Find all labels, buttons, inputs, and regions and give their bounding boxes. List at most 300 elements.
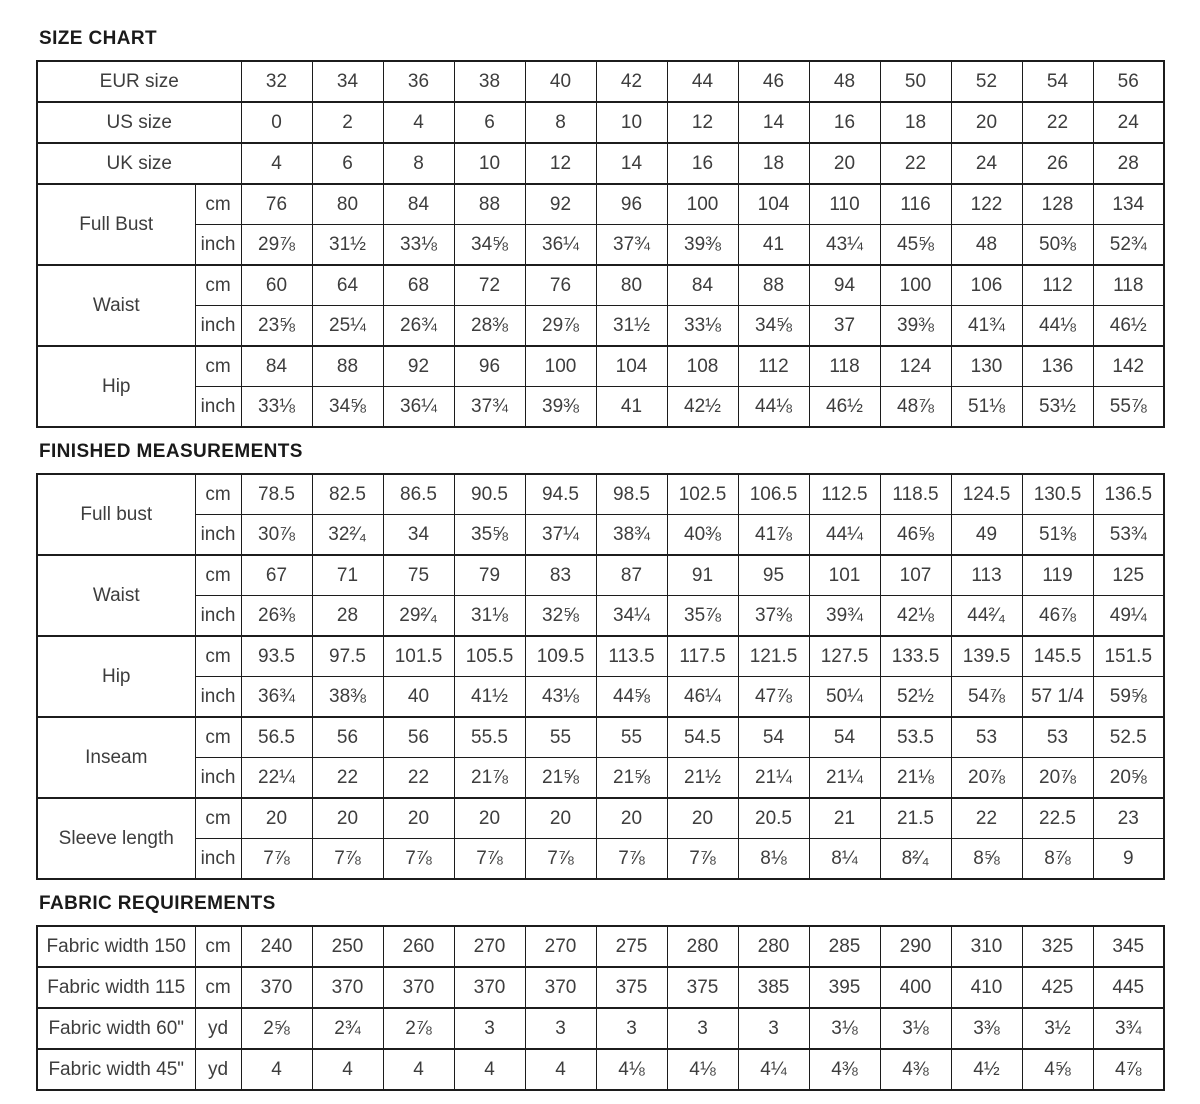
value-cell: 7⅞: [312, 839, 383, 880]
value-cell: 112: [1022, 265, 1093, 306]
value-cell: 104: [738, 184, 809, 225]
value-cell: 410: [951, 967, 1022, 1008]
value-cell: 102.5: [667, 474, 738, 515]
value-cell: 20: [454, 798, 525, 839]
value-cell: 87: [596, 555, 667, 596]
value-cell: 31½: [312, 225, 383, 266]
value-cell: 275: [596, 926, 667, 967]
value-cell: 90.5: [454, 474, 525, 515]
value-cell: 75: [383, 555, 454, 596]
value-cell: 22: [383, 758, 454, 799]
value-cell: 24: [1093, 102, 1164, 143]
table-row: [37, 346, 1164, 387]
table-row: [37, 61, 1164, 102]
value-cell: 82.5: [312, 474, 383, 515]
fabric-requirements-section: [36, 893, 1165, 1091]
value-cell: 54: [1022, 61, 1093, 102]
value-cell: 45⅝: [880, 225, 951, 266]
value-cell: 21.5: [880, 798, 951, 839]
value-cell: 106: [951, 265, 1022, 306]
value-cell: 18: [880, 102, 951, 143]
row-label-cell: Fabric width 60": [37, 1008, 195, 1049]
value-cell: 3¾: [1093, 1008, 1164, 1049]
value-cell: 26¾: [383, 306, 454, 347]
value-cell: 56: [383, 717, 454, 758]
value-cell: 21½: [667, 758, 738, 799]
value-cell: 46⅞: [1022, 596, 1093, 637]
value-cell: 20: [667, 798, 738, 839]
value-cell: 55⅞: [1093, 387, 1164, 428]
value-cell: 88: [312, 346, 383, 387]
value-cell: 53½: [1022, 387, 1093, 428]
unit-cell: inch: [195, 596, 241, 637]
value-cell: 118: [809, 346, 880, 387]
value-cell: 12: [525, 143, 596, 184]
row-label-cell: EUR size: [37, 61, 241, 102]
value-cell: 8: [525, 102, 596, 143]
row-label-cell: Full bust: [37, 474, 195, 555]
value-cell: 34⅝: [738, 306, 809, 347]
value-cell: 3: [525, 1008, 596, 1049]
value-cell: 91: [667, 555, 738, 596]
unit-cell: inch: [195, 387, 241, 428]
value-cell: 52½: [880, 677, 951, 718]
value-cell: 127.5: [809, 636, 880, 677]
value-cell: 110: [809, 184, 880, 225]
value-cell: 55: [596, 717, 667, 758]
value-cell: 119: [1022, 555, 1093, 596]
value-cell: 4⅜: [880, 1049, 951, 1090]
table-row: [37, 839, 1164, 880]
value-cell: 31⅛: [454, 596, 525, 637]
value-cell: 370: [383, 967, 454, 1008]
value-cell: 54: [809, 717, 880, 758]
value-cell: 370: [525, 967, 596, 1008]
value-cell: 101.5: [383, 636, 454, 677]
value-cell: 34¼: [596, 596, 667, 637]
value-cell: 56: [312, 717, 383, 758]
value-cell: 6: [312, 143, 383, 184]
size-chart-section: [36, 28, 1165, 428]
value-cell: 43⅛: [525, 677, 596, 718]
value-cell: 385: [738, 967, 809, 1008]
value-cell: 2: [312, 102, 383, 143]
row-label-cell: Fabric width 115: [37, 967, 195, 1008]
fabric-requirements-table-body: [37, 926, 1164, 1090]
value-cell: 24: [951, 143, 1022, 184]
value-cell: 40: [525, 61, 596, 102]
value-cell: 52.5: [1093, 717, 1164, 758]
value-cell: 2⅞: [383, 1008, 454, 1049]
value-cell: 26: [1022, 143, 1093, 184]
value-cell: 375: [596, 967, 667, 1008]
unit-cell: yd: [195, 1008, 241, 1049]
value-cell: 7⅞: [525, 839, 596, 880]
value-cell: 50⅜: [1022, 225, 1093, 266]
value-cell: 86.5: [383, 474, 454, 515]
table-row: [37, 926, 1164, 967]
value-cell: 84: [241, 346, 312, 387]
value-cell: 7⅞: [667, 839, 738, 880]
table-row: [37, 555, 1164, 596]
value-cell: 139.5: [951, 636, 1022, 677]
table-row: [37, 102, 1164, 143]
value-cell: 280: [667, 926, 738, 967]
value-cell: 52: [951, 61, 1022, 102]
value-cell: 36: [383, 61, 454, 102]
row-label-cell: Waist: [37, 555, 195, 636]
value-cell: 92: [525, 184, 596, 225]
value-cell: 4: [241, 1049, 312, 1090]
value-cell: 4⅜: [809, 1049, 880, 1090]
value-cell: 51⅛: [951, 387, 1022, 428]
value-cell: 21⅞: [454, 758, 525, 799]
value-cell: 117.5: [667, 636, 738, 677]
value-cell: 64: [312, 265, 383, 306]
value-cell: 18: [738, 143, 809, 184]
value-cell: 76: [241, 184, 312, 225]
value-cell: 41⅞: [738, 515, 809, 556]
value-cell: 71: [312, 555, 383, 596]
value-cell: 50¼: [809, 677, 880, 718]
table-row: [37, 677, 1164, 718]
row-label-cell: US size: [37, 102, 241, 143]
finished-measurements-table: [36, 473, 1165, 880]
value-cell: 38: [454, 61, 525, 102]
value-cell: 4: [454, 1049, 525, 1090]
value-cell: 370: [312, 967, 383, 1008]
table-row: [37, 143, 1164, 184]
value-cell: 136: [1022, 346, 1093, 387]
table-row: [37, 596, 1164, 637]
value-cell: 400: [880, 967, 951, 1008]
value-cell: 106.5: [738, 474, 809, 515]
row-label-cell: Waist: [37, 265, 195, 346]
value-cell: 2⅝: [241, 1008, 312, 1049]
finished-measurements-section: [36, 441, 1165, 880]
value-cell: 20: [525, 798, 596, 839]
value-cell: 31½: [596, 306, 667, 347]
value-cell: 100: [880, 265, 951, 306]
value-cell: 16: [809, 102, 880, 143]
table-row: [37, 1049, 1164, 1090]
value-cell: 30⅞: [241, 515, 312, 556]
table-row: [37, 265, 1164, 306]
value-cell: 48: [951, 225, 1022, 266]
value-cell: 20: [383, 798, 454, 839]
value-cell: 7⅞: [383, 839, 454, 880]
value-cell: 130: [951, 346, 1022, 387]
value-cell: 113: [951, 555, 1022, 596]
unit-cell: cm: [195, 265, 241, 306]
value-cell: 28: [312, 596, 383, 637]
size-chart-title: SIZE CHART: [39, 28, 157, 49]
value-cell: 96: [596, 184, 667, 225]
value-cell: 26⅜: [241, 596, 312, 637]
value-cell: 8⅞: [1022, 839, 1093, 880]
value-cell: 445: [1093, 967, 1164, 1008]
value-cell: 112.5: [809, 474, 880, 515]
value-cell: 44¼: [809, 515, 880, 556]
value-cell: 105.5: [454, 636, 525, 677]
value-cell: 83: [525, 555, 596, 596]
value-cell: 46½: [809, 387, 880, 428]
value-cell: 2¾: [312, 1008, 383, 1049]
value-cell: 53: [951, 717, 1022, 758]
value-cell: 28⅜: [454, 306, 525, 347]
value-cell: 130.5: [1022, 474, 1093, 515]
value-cell: 8⅝: [951, 839, 1022, 880]
value-cell: 54.5: [667, 717, 738, 758]
finished-measurements-table-body: [37, 474, 1164, 879]
value-cell: 94: [809, 265, 880, 306]
value-cell: 47⅞: [738, 677, 809, 718]
value-cell: 108: [667, 346, 738, 387]
value-cell: 14: [596, 143, 667, 184]
value-cell: 53.5: [880, 717, 951, 758]
value-cell: 41¾: [951, 306, 1022, 347]
value-cell: 49¼: [1093, 596, 1164, 637]
value-cell: 21⅝: [525, 758, 596, 799]
value-cell: 325: [1022, 926, 1093, 967]
value-cell: 22: [880, 143, 951, 184]
value-cell: 37⅜: [738, 596, 809, 637]
value-cell: 4⅛: [596, 1049, 667, 1090]
value-cell: 49: [951, 515, 1022, 556]
table-row: [37, 387, 1164, 428]
row-label-cell: Full Bust: [37, 184, 195, 265]
value-cell: 4: [383, 102, 454, 143]
value-cell: 44⅝: [596, 677, 667, 718]
value-cell: 46⅝: [880, 515, 951, 556]
value-cell: 23⅝: [241, 306, 312, 347]
value-cell: 3: [454, 1008, 525, 1049]
unit-cell: inch: [195, 677, 241, 718]
value-cell: 59⅝: [1093, 677, 1164, 718]
value-cell: 4: [383, 1049, 454, 1090]
value-cell: 44⅛: [1022, 306, 1093, 347]
value-cell: 7⅞: [241, 839, 312, 880]
value-cell: 21: [809, 798, 880, 839]
value-cell: 68: [383, 265, 454, 306]
value-cell: 88: [738, 265, 809, 306]
value-cell: 260: [383, 926, 454, 967]
value-cell: 38⅜: [312, 677, 383, 718]
value-cell: 32²⁄₄: [312, 515, 383, 556]
value-cell: 57 1/4: [1022, 677, 1093, 718]
value-cell: 35⅞: [667, 596, 738, 637]
value-cell: 3: [738, 1008, 809, 1049]
value-cell: 107: [880, 555, 951, 596]
value-cell: 29⅞: [525, 306, 596, 347]
value-cell: 20.5: [738, 798, 809, 839]
unit-cell: inch: [195, 839, 241, 880]
value-cell: 44: [667, 61, 738, 102]
value-cell: 32⅝: [525, 596, 596, 637]
fabric-requirements-title: FABRIC REQUIREMENTS: [39, 893, 276, 914]
table-row: [37, 636, 1164, 677]
unit-cell: inch: [195, 306, 241, 347]
value-cell: 133.5: [880, 636, 951, 677]
value-cell: 22¼: [241, 758, 312, 799]
value-cell: 22: [951, 798, 1022, 839]
value-cell: 51⅜: [1022, 515, 1093, 556]
value-cell: 116: [880, 184, 951, 225]
size-chart-table: [36, 60, 1165, 428]
value-cell: 79: [454, 555, 525, 596]
fabric-requirements-table: [36, 925, 1165, 1091]
unit-cell: cm: [195, 926, 241, 967]
value-cell: 40: [383, 677, 454, 718]
value-cell: 125: [1093, 555, 1164, 596]
value-cell: 35⅝: [454, 515, 525, 556]
value-cell: 270: [525, 926, 596, 967]
value-cell: 20⅞: [951, 758, 1022, 799]
value-cell: 7⅞: [596, 839, 667, 880]
value-cell: 48⅞: [880, 387, 951, 428]
value-cell: 37¾: [596, 225, 667, 266]
value-cell: 8²⁄₄: [880, 839, 951, 880]
value-cell: 34⅝: [312, 387, 383, 428]
unit-cell: yd: [195, 1049, 241, 1090]
value-cell: 4¼: [738, 1049, 809, 1090]
value-cell: 109.5: [525, 636, 596, 677]
unit-cell: cm: [195, 474, 241, 515]
table-row: [37, 474, 1164, 515]
value-cell: 8¼: [809, 839, 880, 880]
value-cell: 4: [525, 1049, 596, 1090]
value-cell: 54⅞: [951, 677, 1022, 718]
value-cell: 40⅜: [667, 515, 738, 556]
value-cell: 55: [525, 717, 596, 758]
unit-cell: inch: [195, 758, 241, 799]
value-cell: 33⅛: [667, 306, 738, 347]
value-cell: 44⅛: [738, 387, 809, 428]
value-cell: 23: [1093, 798, 1164, 839]
value-cell: 240: [241, 926, 312, 967]
value-cell: 37: [809, 306, 880, 347]
value-cell: 20⅝: [1093, 758, 1164, 799]
value-cell: 22: [312, 758, 383, 799]
value-cell: 101: [809, 555, 880, 596]
value-cell: 124.5: [951, 474, 1022, 515]
value-cell: 22.5: [1022, 798, 1093, 839]
value-cell: 29²⁄₄: [383, 596, 454, 637]
value-cell: 14: [738, 102, 809, 143]
value-cell: 41: [738, 225, 809, 266]
value-cell: 42: [596, 61, 667, 102]
value-cell: 88: [454, 184, 525, 225]
value-cell: 37¾: [454, 387, 525, 428]
value-cell: 270: [454, 926, 525, 967]
row-label-cell: Inseam: [37, 717, 195, 798]
value-cell: 34: [383, 515, 454, 556]
value-cell: 36¾: [241, 677, 312, 718]
value-cell: 3½: [1022, 1008, 1093, 1049]
value-cell: 34: [312, 61, 383, 102]
value-cell: 4: [241, 143, 312, 184]
value-cell: 53¾: [1093, 515, 1164, 556]
value-cell: 29⅞: [241, 225, 312, 266]
table-row: [37, 1008, 1164, 1049]
row-label-cell: UK size: [37, 143, 241, 184]
value-cell: 53: [1022, 717, 1093, 758]
table-row: [37, 515, 1164, 556]
value-cell: 0: [241, 102, 312, 143]
value-cell: 41½: [454, 677, 525, 718]
value-cell: 370: [454, 967, 525, 1008]
row-label-cell: Sleeve length: [37, 798, 195, 879]
unit-cell: cm: [195, 555, 241, 596]
value-cell: 151.5: [1093, 636, 1164, 677]
unit-cell: inch: [195, 515, 241, 556]
value-cell: 52¾: [1093, 225, 1164, 266]
value-cell: 20: [312, 798, 383, 839]
value-cell: 20: [809, 143, 880, 184]
table-row: [37, 225, 1164, 266]
value-cell: 113.5: [596, 636, 667, 677]
size-chart-table-body: [37, 61, 1164, 427]
unit-cell: cm: [195, 967, 241, 1008]
value-cell: 97.5: [312, 636, 383, 677]
value-cell: 7⅞: [454, 839, 525, 880]
unit-cell: cm: [195, 184, 241, 225]
value-cell: 16: [667, 143, 738, 184]
value-cell: 3⅛: [880, 1008, 951, 1049]
row-label-cell: Hip: [37, 346, 195, 427]
value-cell: 39⅜: [667, 225, 738, 266]
value-cell: 104: [596, 346, 667, 387]
value-cell: 20: [951, 102, 1022, 143]
value-cell: 93.5: [241, 636, 312, 677]
value-cell: 28: [1093, 143, 1164, 184]
value-cell: 78.5: [241, 474, 312, 515]
value-cell: 118: [1093, 265, 1164, 306]
value-cell: 33⅛: [383, 225, 454, 266]
value-cell: 6: [454, 102, 525, 143]
value-cell: 4⅞: [1093, 1049, 1164, 1090]
value-cell: 3: [596, 1008, 667, 1049]
value-cell: 310: [951, 926, 1022, 967]
value-cell: 21¼: [738, 758, 809, 799]
value-cell: 48: [809, 61, 880, 102]
value-cell: 22: [1022, 102, 1093, 143]
value-cell: 55.5: [454, 717, 525, 758]
value-cell: 21⅛: [880, 758, 951, 799]
value-cell: 285: [809, 926, 880, 967]
value-cell: 12: [667, 102, 738, 143]
value-cell: 395: [809, 967, 880, 1008]
value-cell: 134: [1093, 184, 1164, 225]
value-cell: 142: [1093, 346, 1164, 387]
finished-measurements-title: FINISHED MEASUREMENTS: [39, 441, 303, 462]
value-cell: 76: [525, 265, 596, 306]
value-cell: 50: [880, 61, 951, 102]
value-cell: 128: [1022, 184, 1093, 225]
value-cell: 43¼: [809, 225, 880, 266]
value-cell: 34⅝: [454, 225, 525, 266]
table-row: [37, 184, 1164, 225]
value-cell: 42½: [667, 387, 738, 428]
value-cell: 10: [596, 102, 667, 143]
value-cell: 36¼: [525, 225, 596, 266]
value-cell: 145.5: [1022, 636, 1093, 677]
unit-cell: cm: [195, 717, 241, 758]
value-cell: 136.5: [1093, 474, 1164, 515]
value-cell: 98.5: [596, 474, 667, 515]
unit-cell: inch: [195, 225, 241, 266]
table-row: [37, 758, 1164, 799]
